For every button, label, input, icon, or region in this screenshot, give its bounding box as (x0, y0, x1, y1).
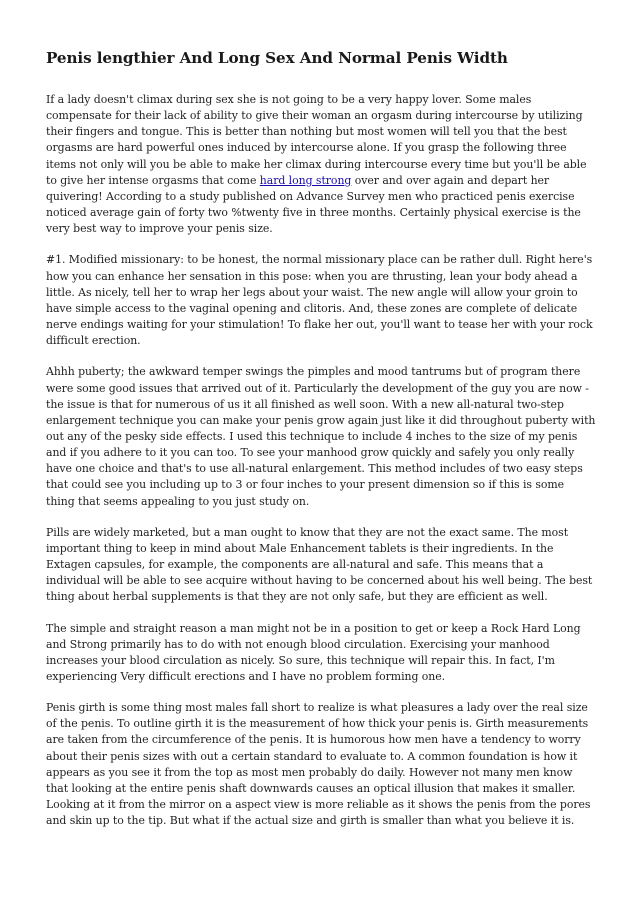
paragraph-intro-text-after: over and over again and depart her quivering! According to a study published on Advance Survey men who practiced penis exercise noticed average gain of forty two %twenty five in three months. Certainly physical exercise is the very best way to improve your penis size. (46, 173, 581, 236)
page-title: Penis lengthier And Long Sex And Normal Penis Width (46, 49, 508, 67)
paragraph-intro (46, 92, 596, 237)
hard-long-strong-link[interactable]: hard long strong (259, 173, 352, 187)
paragraph-missionary: #1. Modified missionary: to be honest, the normal missionary place can be rather dull. Right here's how you can enhance her sensation in this pose: when you are thrusting, lean your body ahead a little. As nicely, tell her to wrap her legs about your waist. The new angle will allow your groin to have simple access to the vaginal opening and clitoris. And, these zones are complete of delicate nerve endings waiting for your stimulation! To flake her out, you'll want to tease her with your rock difficult erection. (46, 253, 593, 348)
paragraph-circulation: The simple and straight reason a man might not be in a position to get or keep a Rock Hard Long and Strong primarily has to do with not enough blood circulation. Exercising your manhood increases your blood circulation as nicely. So sure, this technique will repair this. In fact, I'm experiencing Very difficult erections and I have no problem forming one. (46, 621, 581, 683)
paragraph-puberty: Ahhh puberty; the awkward temper swings the pimples and mood tantrums but of program there were some good issues that arrived out of it. Particularly the development of the guy you are now - the issue is that for numerous of us it all finished as well soon. With a new all-natural two-step enlargement technique you can make your penis grow again just like it did throughout puberty with out any of the pesky side effects. I used this technique to include 4 inches to the size of my penis and if you adhere to it you can too. To see your manhood grow quickly and safely you only really have one choice and that's to use all-natural enlargement. This method includes of two easy steps that could see you including up to 3 or four inches to your present dimension so if this is some thing that seems appealing to you just study on. (46, 365, 596, 508)
paragraph-pills: Pills are widely marketed, but a man ought to know that they are not the exact same. The most important thing to keep in mind about Male Enhancement tablets is their ingredients. In the Extagen capsules, for example, the components are all-natural and safe. This means that a individual will be able to see acquire without having to be concerned about his well being. The best thing about herbal supplements is that they are not only safe, but they are efficient as well. (46, 525, 593, 604)
paragraph-girth: Penis girth is some thing most males fall short to realize is what pleasures a lady over the real size of the penis. To outline girth it is the measurement of how thick your penis is. Girth measurements are taken from the circumference of the penis. It is humorous how men have a tendency to worry about their penis sizes with out a certain standard to evaluate to. A common foundation is how it appears as you see it from the top as most men probably do daily. However not many men know that looking at the entire penis shaft downwards causes an optical illusion that makes it smaller. Looking at it from the mirror on a aspect view is more reliable as it shows the penis from the pores and skin up to the tip. But what if the actual size and girth is smaller than what you believe it is. (46, 701, 591, 828)
paragraph-intro-text-before: If a lady doesn't climax during sex she is not going to be a very happy lover. Some males compensate for their lack of ability to give their woman an orgasm during intercourse by utilizing their fingers and tongue. This is better than nothing but most women will tell you that the best orgasms are hard powerful ones induced by intercourse alone. If you grasp the following three items not only will you be able to make her climax during intercourse every time but you'll be able to give her intense orgasms that come (46, 93, 587, 187)
